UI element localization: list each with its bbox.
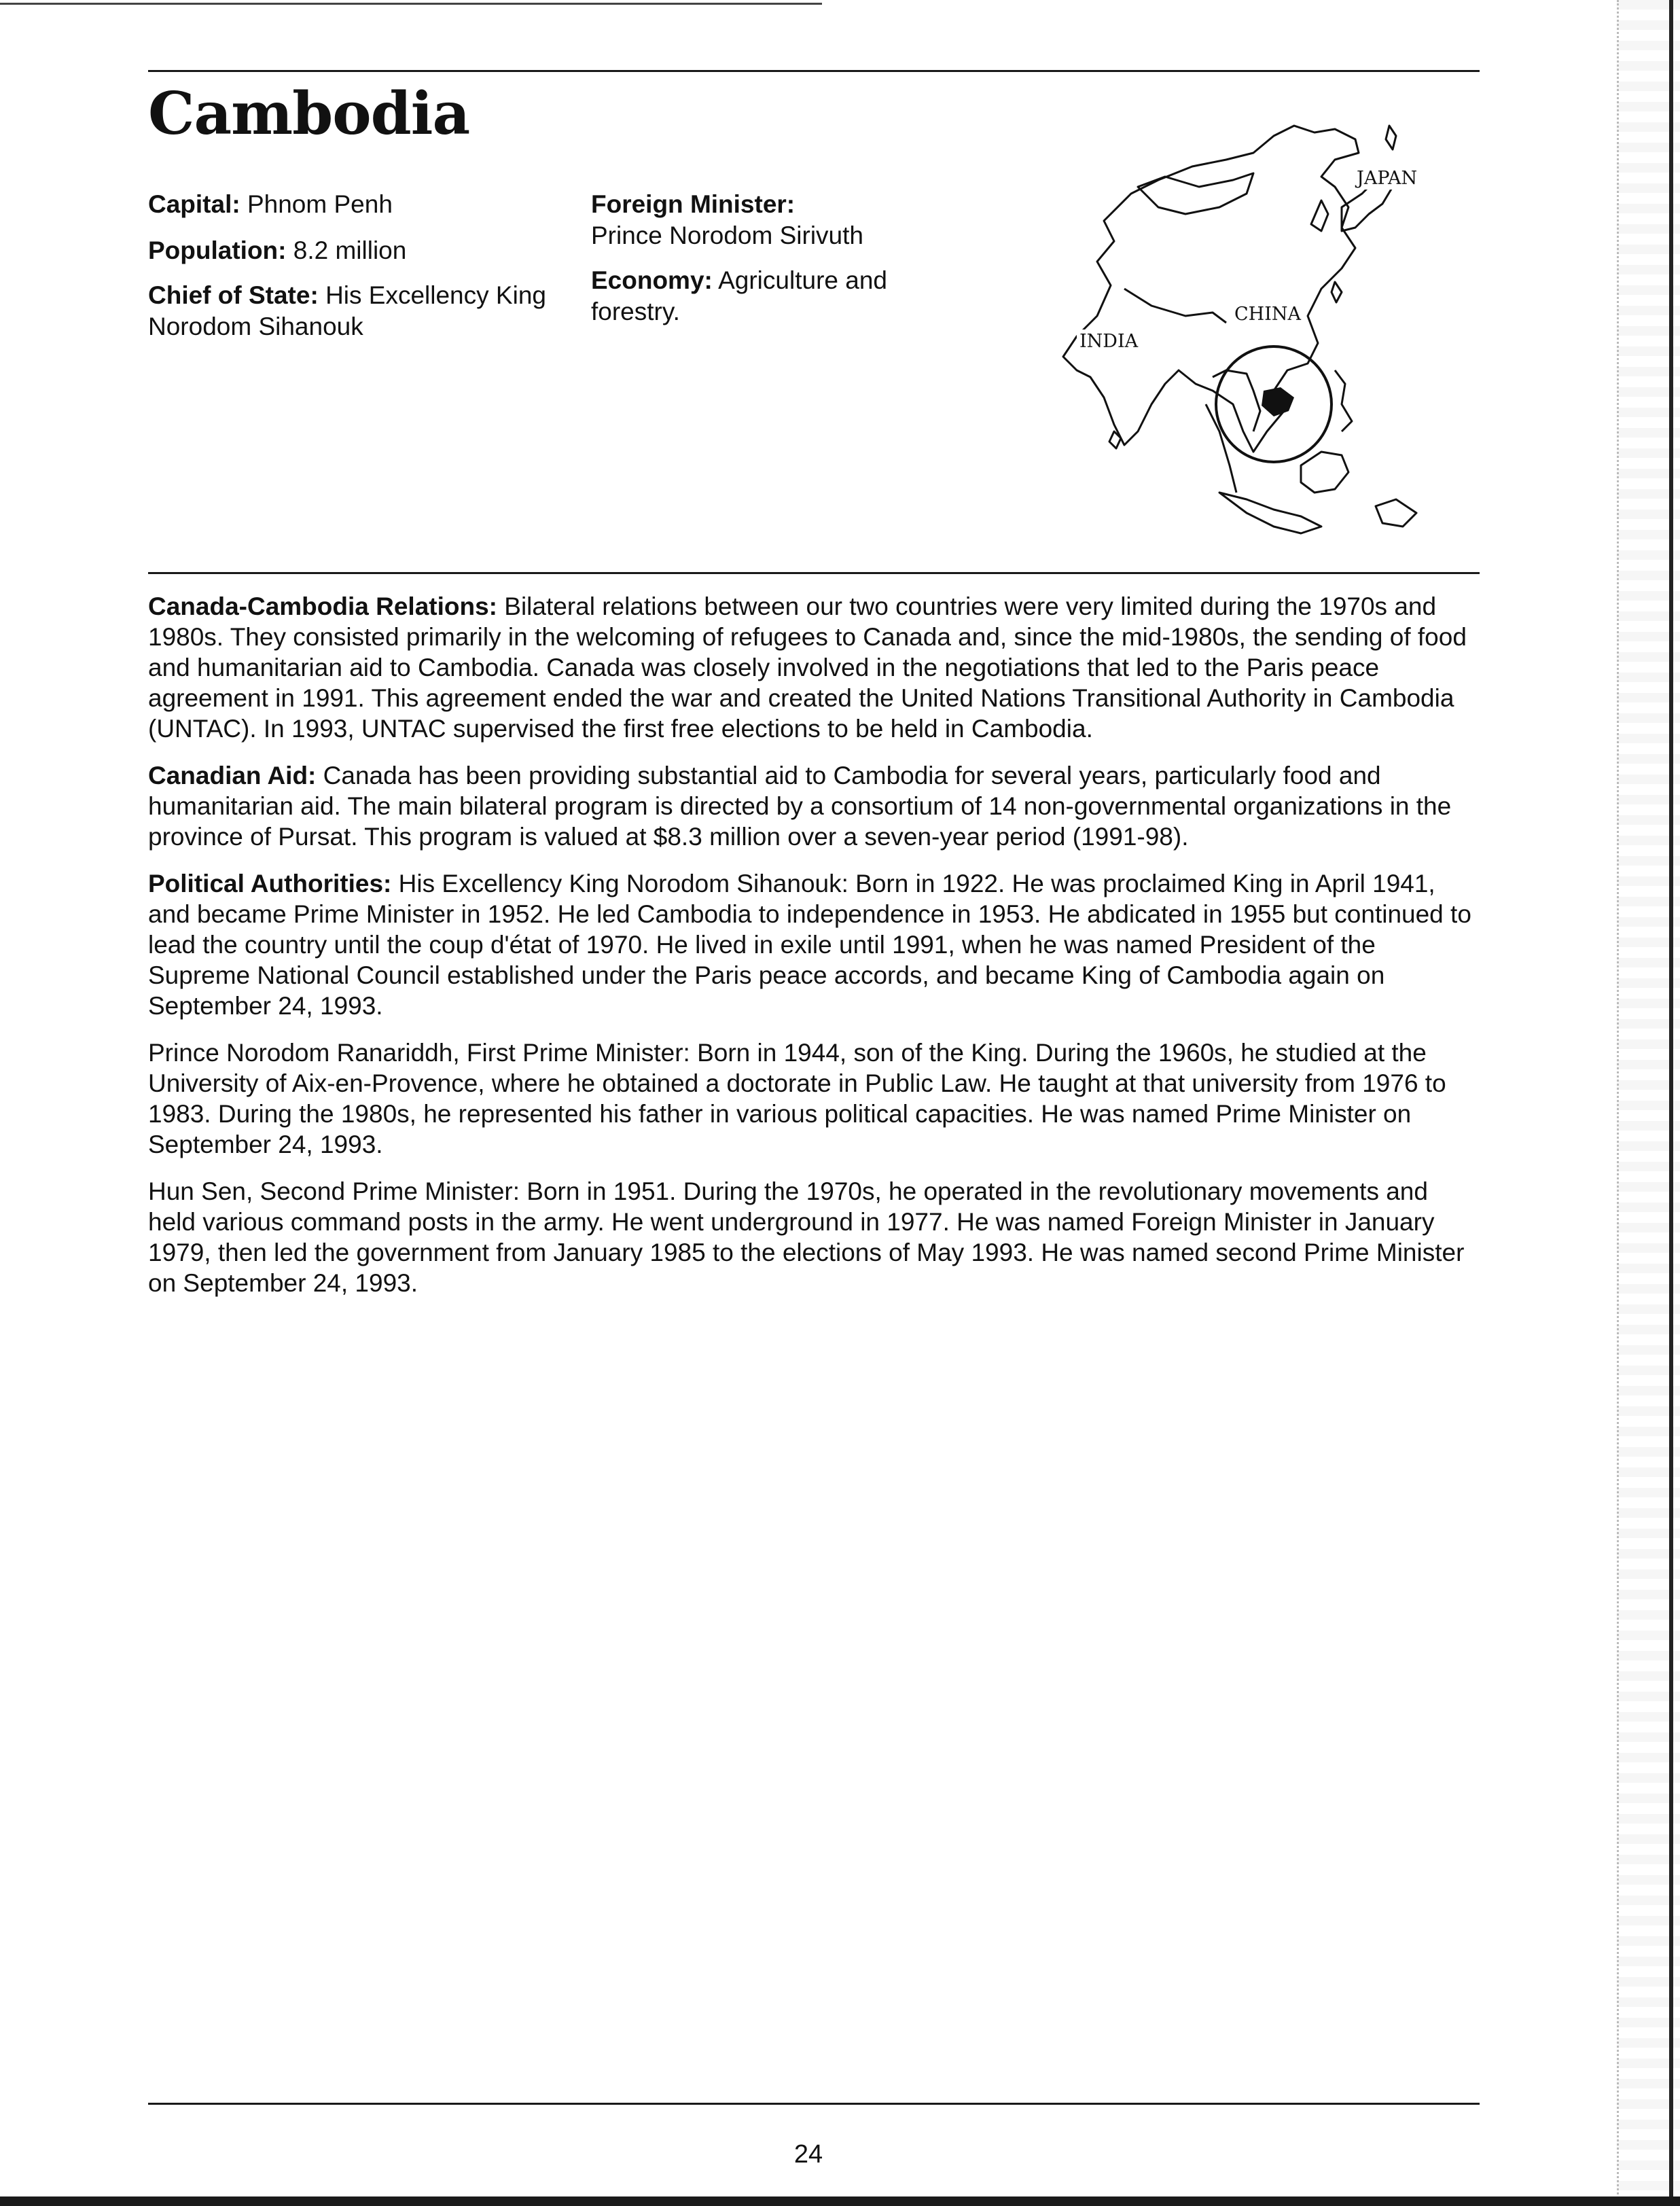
scan-top-edge [0,3,822,5]
authorities-paragraph [148,868,1480,1021]
relations-text: Bilateral relations between our two countries were very limited during the 1970s and 1980s. They consisted primarily in the welcoming of refugees to Canada and, since the mid-1980s, the sending of food and humanitarian aid to Cambodia. Canada was closely involved in the negotiations that led to the Paris peace agreement in 1991. This agreement ended the war and created the United Nations Transitional Authority in Cambodia (UNTAC). In 1993, UNTAC supervised the first free elections to be held in Cambodia. [148,592,1467,743]
map-label-india: INDIA [1079,331,1139,352]
population-value: 8.2 million [293,236,407,264]
capital-label: Capital: [148,190,240,218]
economy-value: Agriculture and forestry. [591,266,887,325]
philippines-outline [1335,370,1352,431]
population-label: Population: [148,236,287,264]
section-rule [148,572,1480,574]
asia-map-graphic [1050,112,1457,547]
korea-outline [1311,200,1328,231]
scan-binding-edge [1617,0,1680,2206]
fact-chief-of-state [148,280,556,342]
ranariddh-paragraph [148,1037,1480,1160]
binding-spine [1669,0,1673,2206]
scan-bottom-edge [0,2196,1680,2206]
mainland-asia-outline [1063,126,1359,452]
capital-value: Phnom Penh [247,190,393,218]
chief-value: His Excellency King Norodom Sihanouk [148,281,546,340]
relations-heading: Canada-Cambodia Relations: [148,592,497,620]
minister-value: Prince Norodom Sirivuth [591,221,863,249]
chief-label: Chief of State: [148,281,319,309]
authorities-text: His Excellency King Norodom Sihanouk: Born in 1922. He was proclaimed King in April 1941, and became Prime Minister in 1952. He led Cambodia to independence in 1953. He abdicated in 1955 but continued to lead the country until the coup d'état of 1970. He lived in exile until 1991, when he was named President of the Supreme National Council established under the Paris peace accords, and became King of Cambodia again on September 24, 1993. [148,870,1471,1020]
sakhalin-outline [1386,126,1396,149]
taiwan-outline [1332,282,1342,302]
inland-sea-outline [1138,173,1253,214]
fact-population [148,235,406,266]
sumatra-outline [1219,493,1321,533]
malay-peninsula [1206,404,1236,493]
fact-capital [148,189,393,220]
minister-label: Foreign Minister: [591,190,796,218]
locator-map [1050,112,1457,547]
fact-foreign-minister [591,189,971,251]
relations-paragraph [148,591,1480,744]
header-rule [148,70,1480,72]
ranariddh-text: Prince Norodom Ranariddh, First Prime Minister: Born in 1944, son of the King. During the 1960s, he studied at the University of Aix-en-Provence, where he obtained a doctorate in Public Law. He taught at that university from 1976 to 1983. During the 1980s, he represented his father in various political capacities. He was named Prime Minister on September 24, 1993. [148,1039,1446,1158]
article-body [148,591,1480,1315]
economy-label: Economy: [591,266,713,294]
map-label-japan: JAPAN [1357,168,1418,189]
aid-text: Canada has been providing substantial aid to Cambodia for several years, particularly food and humanitarian aid. The main bilateral program is directed by a consortium of 14 non-governmental organizations in the province of Pursat. This program is valued at $8.3 million over a seven-year period (1991-98). [148,762,1452,851]
borneo-outline [1301,452,1348,493]
footer-rule [148,2103,1480,2105]
himalaya-line [1124,289,1226,323]
aid-heading: Canadian Aid: [148,762,317,789]
hun-sen-text: Hun Sen, Second Prime Minister: Born in 1951. During the 1970s, he operated in the revolutionary movements and held various command posts in the army. He went underground in 1977. He was named Foreign Minister in January 1979, then led the government from January 1985 to the elections of May 1993. He was named second Prime Minister on September 24, 1993. [148,1177,1465,1297]
page-number: 24 [793,2140,823,2169]
fact-economy [591,265,971,327]
aid-paragraph [148,760,1480,852]
authorities-heading: Political Authorities: [148,870,392,897]
page-title: Cambodia [148,79,470,148]
cambodia-highlight [1262,387,1294,416]
new-guinea-outline [1376,499,1416,527]
hun-sen-paragraph [148,1176,1480,1298]
map-label-china: CHINA [1234,304,1301,325]
